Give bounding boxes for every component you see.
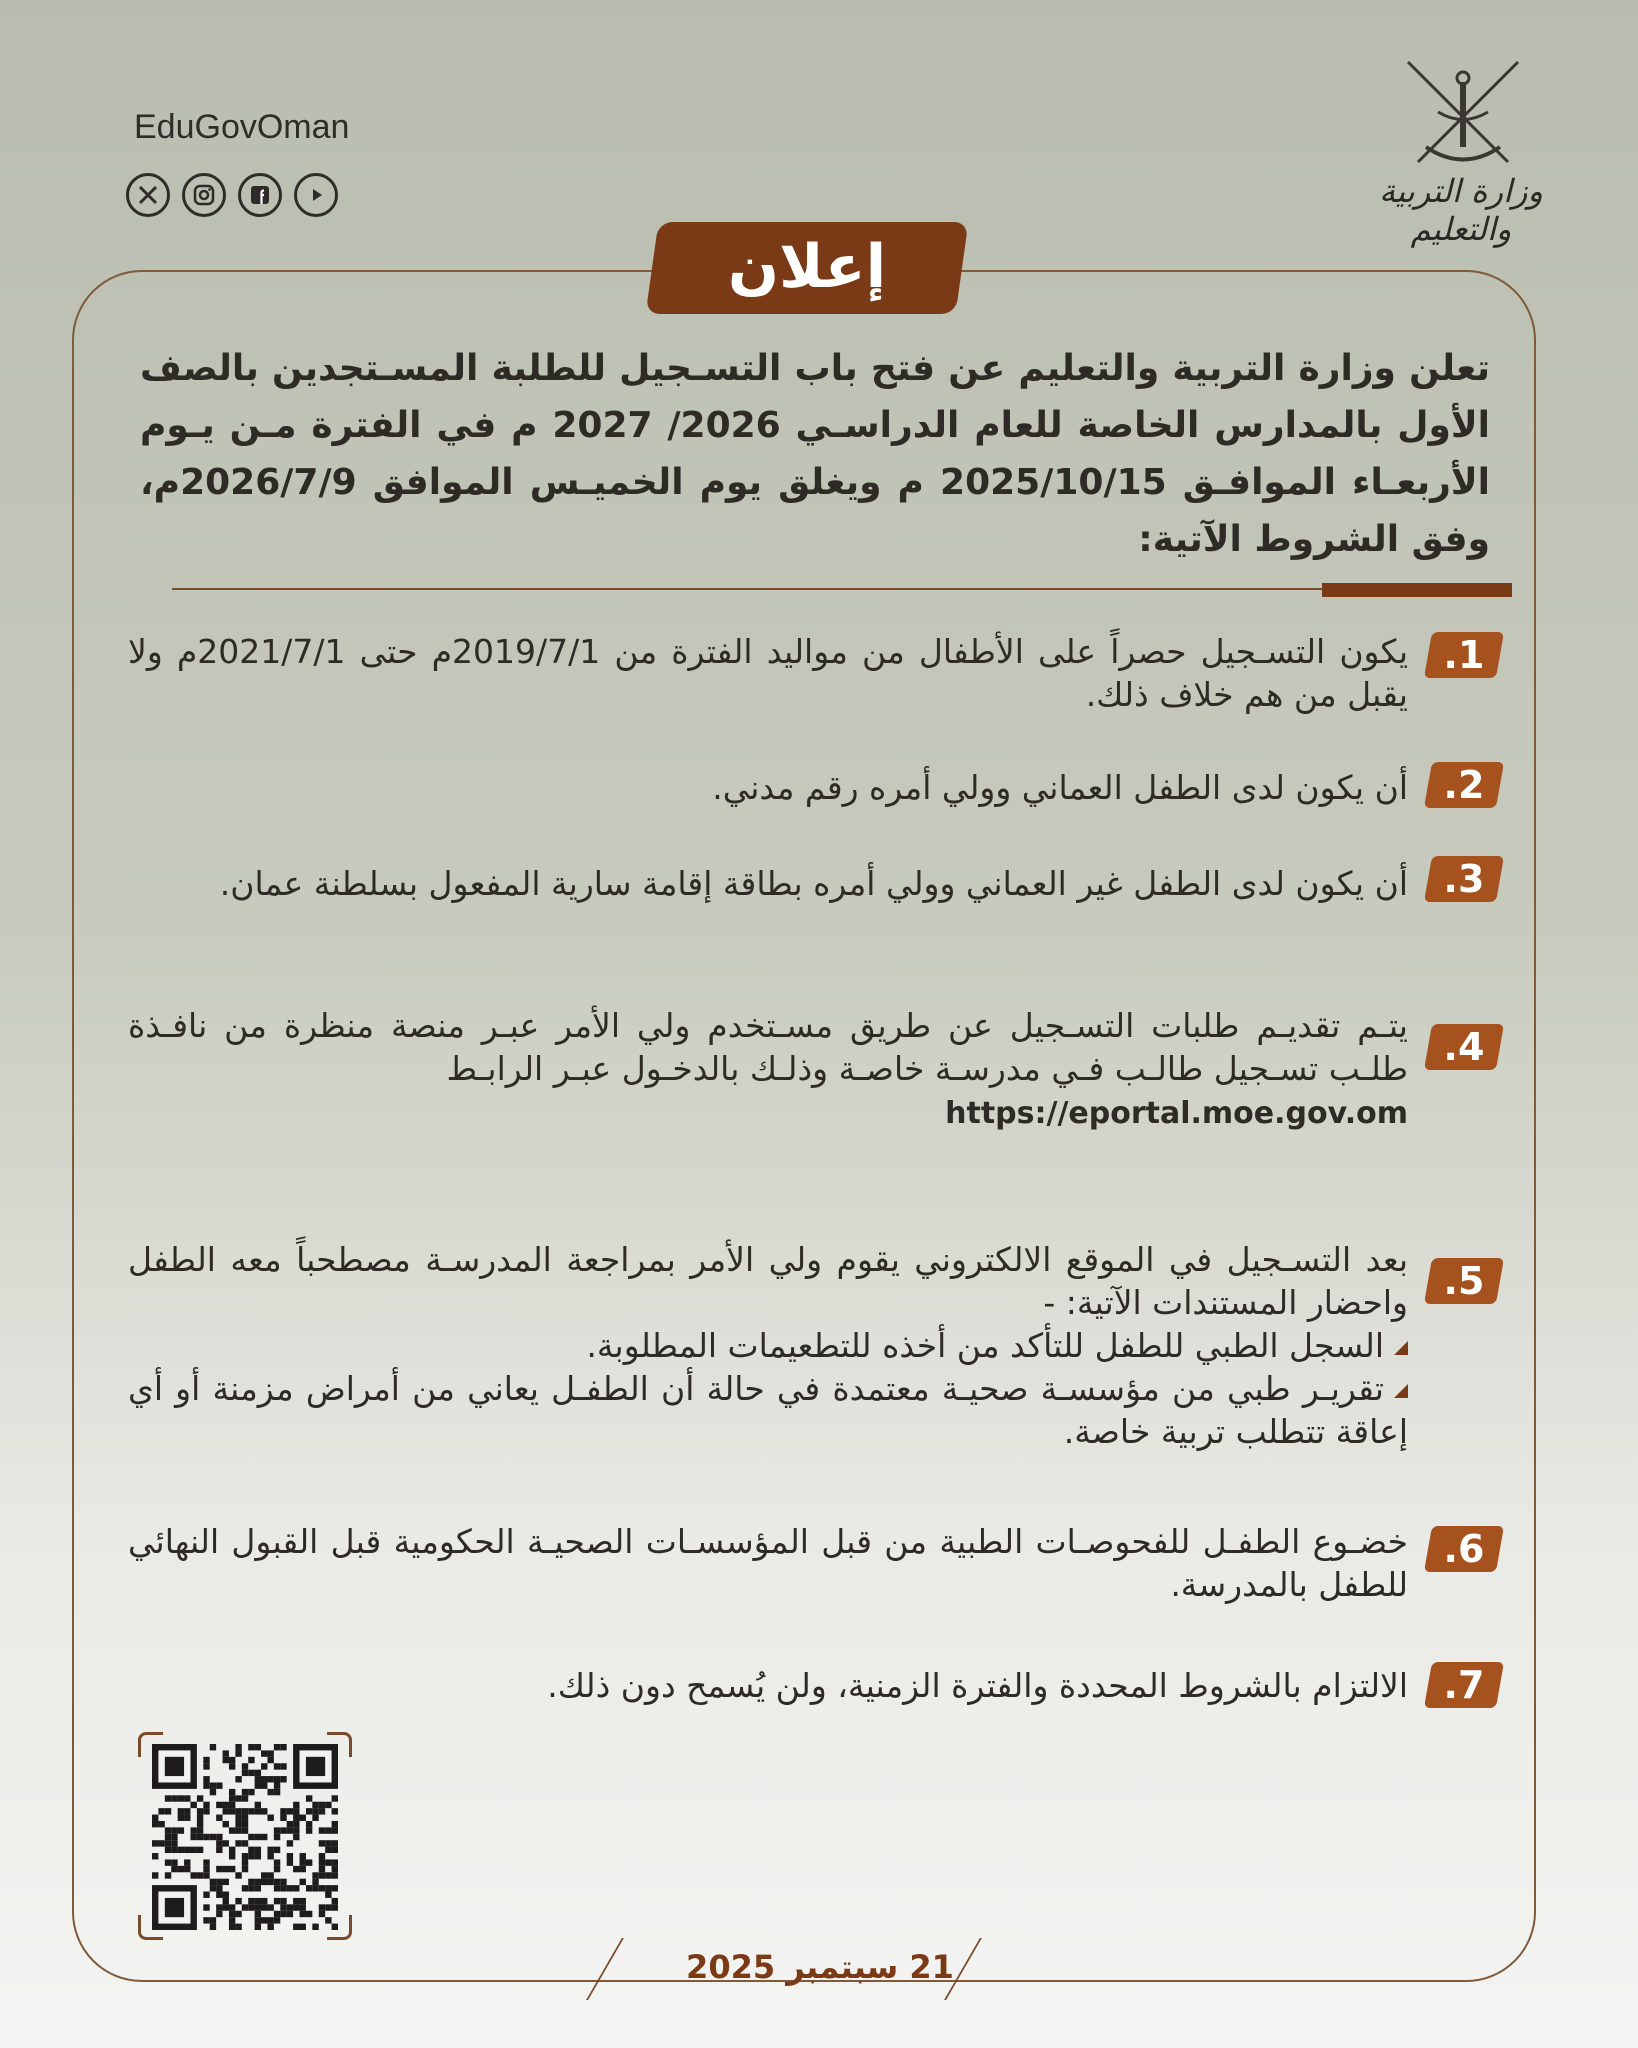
- condition-2: أن يكون لدى الطفل العماني وولي أمره رقم مدني.: [712, 768, 1408, 807]
- condition-5: [128, 1238, 1408, 1453]
- triangle-bullet-icon: [1394, 1341, 1408, 1355]
- triangle-bullet-icon: [1394, 1384, 1408, 1398]
- condition-4-text: يتـم تقديـم طلبات التسـجيل عن طريق مسـتخدم ولي الأمر عبـر منصة منظرة من نافـذة طلـب تسـجيل طالـب فـي مدرسـة خاصـة وذلـك بالدخـول عبـر الرابـط: [128, 1006, 1408, 1088]
- condition-4: [128, 1004, 1408, 1135]
- condition-5-text: بعد التسـجيل في الموقع الالكتروني يقوم ولي الأمر بمراجعة المدرسـة مصطحباً معه الطفل واحضار المستندات الآتية: -: [128, 1240, 1408, 1322]
- condition-1: يكون التسـجيل حصراً على الأطفال من مواليد الفترة من 2019/7/1م حتى 2021/7/1م ولا يقبل من هم خلاف ذلك.: [128, 632, 1409, 714]
- x-icon[interactable]: [126, 173, 170, 217]
- qr-code[interactable]: [152, 1744, 338, 1930]
- eportal-link[interactable]: https://eportal.moe.gov.om: [945, 1096, 1408, 1131]
- footer-date: 21 سبتمبر 2025: [686, 1948, 954, 1986]
- social-icons: [126, 173, 410, 217]
- badge-number: 3.: [1443, 857, 1485, 901]
- instagram-icon[interactable]: [182, 173, 226, 217]
- divider-accent: [1322, 583, 1512, 597]
- bullet-item: السجل الطبي للطفل للتأكد من أخذه للتطعيمات المطلوبة.: [128, 1324, 1408, 1367]
- page-title: إعلان: [727, 232, 887, 302]
- condition-6: خضـوع الطفـل للفحوصـات الطبية من قبل المؤسسـات الصحيـة الحكومية قبل القبول النهائي للطفل بالمدرسة.: [128, 1522, 1408, 1604]
- ministry-name: وزارة التربية والتعليم: [1379, 172, 1543, 248]
- badge-number: 2.: [1443, 763, 1485, 807]
- badge-number: 5.: [1443, 1259, 1485, 1303]
- social-handle: EduGovOman: [134, 108, 350, 146]
- condition-7: الالتزام بالشروط المحددة والفترة الزمنية، ولن يُسمح دون ذلك.: [547, 1666, 1408, 1705]
- condition-3: أن يكون لدى الطفل غير العماني وولي أمره بطاقة إقامة سارية المفعول بسلطنة عمان.: [219, 864, 1408, 903]
- divider: [172, 588, 1512, 590]
- youtube-icon[interactable]: [294, 173, 338, 217]
- badge-number: 6.: [1443, 1527, 1485, 1571]
- badge-number: 4.: [1443, 1025, 1485, 1069]
- social-block: [110, 108, 410, 217]
- bullet-item: تقريـر طبي من مؤسسـة صحيـة معتمدة في حالة أن الطفـل يعاني من أمراض مزمنة أو أي إعاقة تتطلب تربية خاصة.: [128, 1369, 1408, 1451]
- badge-number: 1.: [1443, 633, 1485, 677]
- intro-paragraph: تعلن وزارة التربية والتعليم عن فتح باب التسـجيل للطلبة المسـتجدين بالصف الأول بالمدارس الخاصة للعام الدراسـي 2026/ 2027 م في الفترة مـن يـوم الأربعـاء الموافـق 2025/10/15 م ويغلق يوم الخميـس الموافق 2026/7/9م، وفق الشروط الآتية:: [140, 348, 1491, 560]
- facebook-icon[interactable]: [238, 173, 282, 217]
- badge-number: 7.: [1443, 1663, 1485, 1707]
